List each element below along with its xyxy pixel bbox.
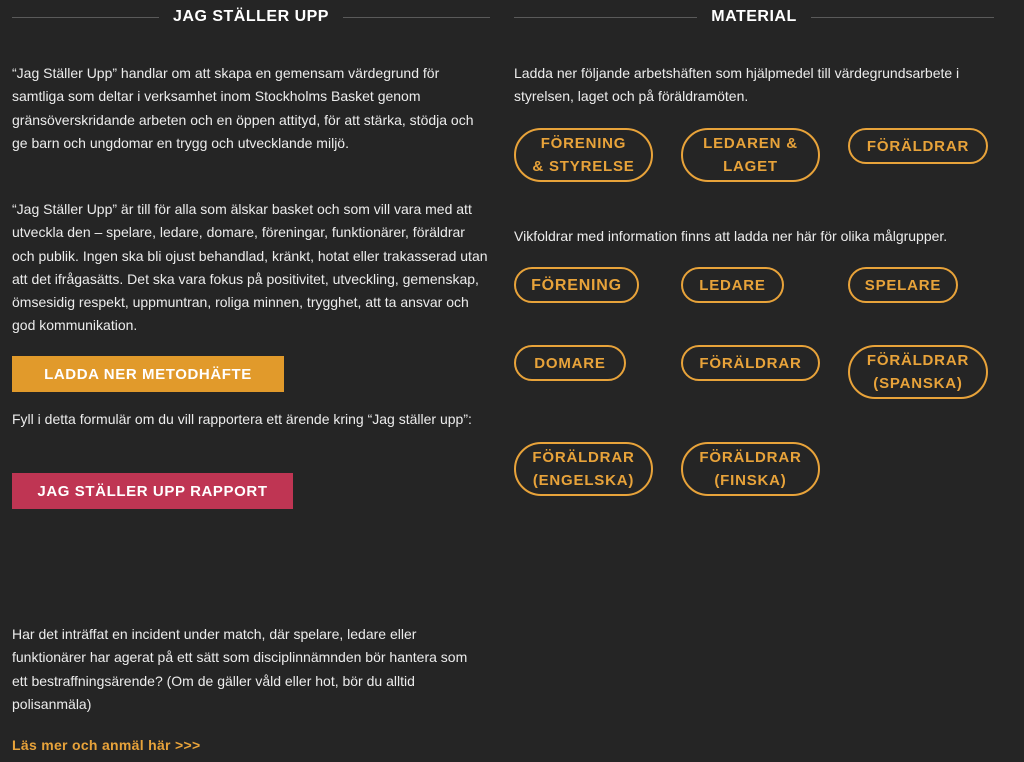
section-header-right: [514, 0, 994, 34]
header-divider: [811, 17, 994, 18]
folders-intro: Vikfoldrar med information finns att ladda ner här för olika målgrupper.: [514, 228, 948, 244]
folder-foraldrar-finska-button[interactable]: FÖRÄLDRAR (FINSKA): [681, 442, 820, 496]
folder-foraldrar-engelska-button[interactable]: FÖRÄLDRAR (ENGELSKA): [514, 442, 653, 496]
workbook-ledaren-laget-button[interactable]: LEDAREN & LAGET: [681, 128, 820, 182]
report-form-button[interactable]: JAG STÄLLER UPP RAPPORT: [12, 473, 293, 509]
workbook-forening-styrelse-button[interactable]: FÖRENING & STYRELSE: [514, 128, 653, 182]
read-more-link[interactable]: Läs mer och anmäl här >>>: [12, 737, 201, 753]
section-title: JAG STÄLLER UPP: [173, 8, 329, 25]
download-method-booklet-button[interactable]: LADDA NER METODHÄFTE: [12, 356, 284, 392]
folder-domare-button[interactable]: DOMARE: [514, 345, 626, 381]
folder-forening-button[interactable]: FÖRENING: [514, 267, 639, 303]
workbook-foraldrar-button[interactable]: FÖRÄLDRAR: [848, 128, 988, 164]
folder-foraldrar-spanska-button[interactable]: FÖRÄLDRAR (SPANSKA): [848, 345, 988, 399]
workbooks-intro: Ladda ner följande arbetshäften som hjälpmedel till värdegrundsarbete i styrelsen, laget och på föräldramöten.: [514, 65, 960, 105]
folder-foraldrar-button[interactable]: FÖRÄLDRAR: [681, 345, 820, 381]
material-section: [514, 0, 994, 489]
header-divider: [514, 17, 697, 18]
report-intro-text: Fyll i detta formulär om du vill rapportera ett ärende kring “Jag ställer upp”:: [12, 411, 472, 427]
jag-staller-upp-section: [12, 0, 490, 753]
folder-ledare-button[interactable]: LEDARE: [681, 267, 784, 303]
folder-spelare-button[interactable]: SPELARE: [848, 267, 958, 303]
description-paragraph: “Jag Ställer Upp” är till för alla som älskar basket och som vill vara med att utveckla den – spelare, ledare, domare, föreningar, funktionärer, föräldrar och publik. Ingen ska bli ojust behandlad, kränkt, hotat eller trakasserad utan att det ifrågasätts. Det ska vara fokus på positivitet, utveckling, gemenskap, ömsesidig respekt, uppmuntran, roliga minnen, trygghet, att ta ansvar och god kommunikation.: [12, 201, 488, 334]
section-title: MATERIAL: [711, 8, 797, 25]
section-header-left: [12, 0, 490, 34]
header-divider: [12, 17, 159, 18]
header-divider: [343, 17, 490, 18]
intro-paragraph: “Jag Ställer Upp” handlar om att skapa en gemensam värdegrund för samtliga som deltar i verksamhet inom Stockholms Basket genom gränsöverskridande arbeten och en öppen attityd, för att stärka, stödja och ge barn och ungdomar en trygg och utvecklande miljö.: [12, 65, 474, 151]
incident-paragraph: Har det inträffat en incident under match, där spelare, ledare eller funktionärer har agerat på ett sätt som disciplinnämnden bör hantera som ett bestraffningsärende? (Om de gäller våld eller hot, bör du alltid polisanmäla): [12, 626, 468, 712]
